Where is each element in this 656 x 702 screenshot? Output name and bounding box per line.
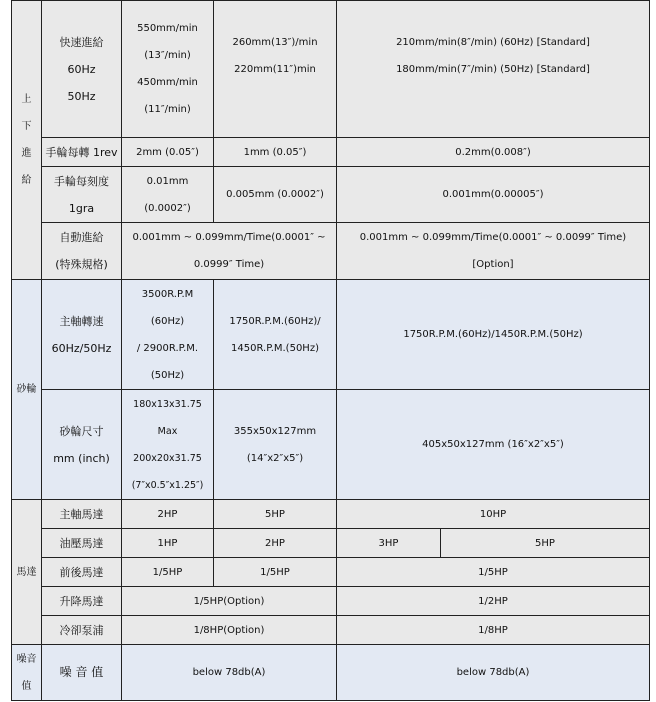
crossfeed-motor-model3-value: 1/5HP: [337, 558, 650, 587]
crossfeed-motor-model2-value: 1/5HP: [214, 558, 337, 587]
feed-category-label: 上 下 進 給: [12, 1, 42, 280]
machine-spec-table: [11, 0, 650, 701]
wheel-size-model3-value: 405x50x127mm (16″x2″x5″): [337, 390, 650, 500]
coolant-pump-model3-value: 1/8HP: [337, 616, 650, 645]
handwheel-grad-row: [12, 167, 650, 223]
crossfeed-motor-row: [12, 558, 650, 587]
hydraulic-motor-model1-value: 1HP: [122, 529, 214, 558]
hydraulic-motor-model3a-value: 3HP: [337, 529, 441, 558]
crossfeed-motor-model1-value: 1/5HP: [122, 558, 214, 587]
wheel-size-model1-value: 180x13x31.75 Max 200x20x31.75 (7″x0.5″x1.25″): [122, 390, 214, 500]
coolant-pump-row: [12, 616, 650, 645]
rapid-feed-model3-value: 210mm/min(8″/min) (60Hz) [Standard] 180mm/min(7″/min) (50Hz) [Standard]: [337, 1, 650, 138]
handwheel-rev-model2-value: 1mm (0.05″): [214, 138, 337, 167]
spindle-speed-model3-value: 1750R.P.M.(60Hz)/1450R.P.M.(50Hz): [337, 280, 650, 390]
noise-group: [12, 645, 650, 701]
hydraulic-motor-label: 油壓馬達: [42, 529, 122, 558]
auto-feed-model3-value: 0.001mm ~ 0.099mm/Time(0.0001″ ~ 0.0099″ Time) [Option]: [337, 223, 650, 280]
crossfeed-motor-label: 前後馬達: [42, 558, 122, 587]
handwheel-rev-model3-value: 0.2mm(0.008″): [337, 138, 650, 167]
hydraulic-motor-model2-value: 2HP: [214, 529, 337, 558]
auto-feed-label: 自動進給 (特殊規格): [42, 223, 122, 280]
noise-category-label: 噪音 值: [12, 645, 42, 701]
spindle-speed-model2-value: 1750R.P.M.(60Hz)/ 1450R.P.M.(50Hz): [214, 280, 337, 390]
feed-group: [12, 1, 650, 280]
wheel-size-row: [12, 390, 650, 500]
noise-value-label: 噪 音 值: [42, 645, 122, 701]
handwheel-rev-row: [12, 138, 650, 167]
handwheel-grad-model3-value: 0.001mm(0.00005″): [337, 167, 650, 223]
noise-model12-value: below 78db(A): [122, 645, 337, 701]
handwheel-grad-label: 手輪每刻度 1gra: [42, 167, 122, 223]
handwheel-grad-model1-value: 0.01mm (0.0002″): [122, 167, 214, 223]
handwheel-grad-model2-value: 0.005mm (0.0002″): [214, 167, 337, 223]
elevation-motor-model3-value: 1/2HP: [337, 587, 650, 616]
rapid-feed-label: 快速進給 60Hz 50Hz: [42, 1, 122, 138]
spindle-speed-label: 主軸轉速 60Hz/50Hz: [42, 280, 122, 390]
elevation-motor-model12-value: 1/5HP(Option): [122, 587, 337, 616]
spindle-speed-model1-value: 3500R.P.M (60Hz) / 2900R.P.M. (50Hz): [122, 280, 214, 390]
spindle-motor-model2-value: 5HP: [214, 500, 337, 529]
wheel-size-model2-value: 355x50x127mm (14″x2″x5″): [214, 390, 337, 500]
auto-feed-model12-value: 0.001mm ~ 0.099mm/Time(0.0001″ ~ 0.0999″ Time): [122, 223, 337, 280]
noise-row: [12, 645, 650, 701]
wheel-size-label: 砂輪尺寸 mm (inch): [42, 390, 122, 500]
noise-model3-value: below 78db(A): [337, 645, 650, 701]
spindle-motor-row: [12, 500, 650, 529]
handwheel-rev-model1-value: 2mm (0.05″): [122, 138, 214, 167]
spindle-motor-model3-value: 10HP: [337, 500, 650, 529]
motor-group: [12, 500, 650, 645]
spindle-speed-row: [12, 280, 650, 390]
spindle-motor-label: 主軸馬達: [42, 500, 122, 529]
wheel-category-label: 砂輪: [12, 280, 42, 500]
rapid-feed-model2-value: 260mm(13″)/min 220mm(11″)min: [214, 1, 337, 138]
spindle-motor-model1-value: 2HP: [122, 500, 214, 529]
hydraulic-motor-row: [12, 529, 650, 558]
wheel-group: [12, 280, 650, 500]
elevation-motor-row: [12, 587, 650, 616]
hydraulic-motor-model3b-value: 5HP: [441, 529, 650, 558]
rapid-feed-model1-value: 550mm/min (13″/min) 450mm/min (11″/min): [122, 1, 214, 138]
elevation-motor-label: 升降馬達: [42, 587, 122, 616]
rapid-feed-row: [12, 1, 650, 138]
coolant-pump-label: 冷卻泵浦: [42, 616, 122, 645]
motor-category-label: 馬達: [12, 500, 42, 645]
handwheel-rev-label: 手輪每轉 1rev: [42, 138, 122, 167]
auto-feed-row: [12, 223, 650, 280]
coolant-pump-model12-value: 1/8HP(Option): [122, 616, 337, 645]
